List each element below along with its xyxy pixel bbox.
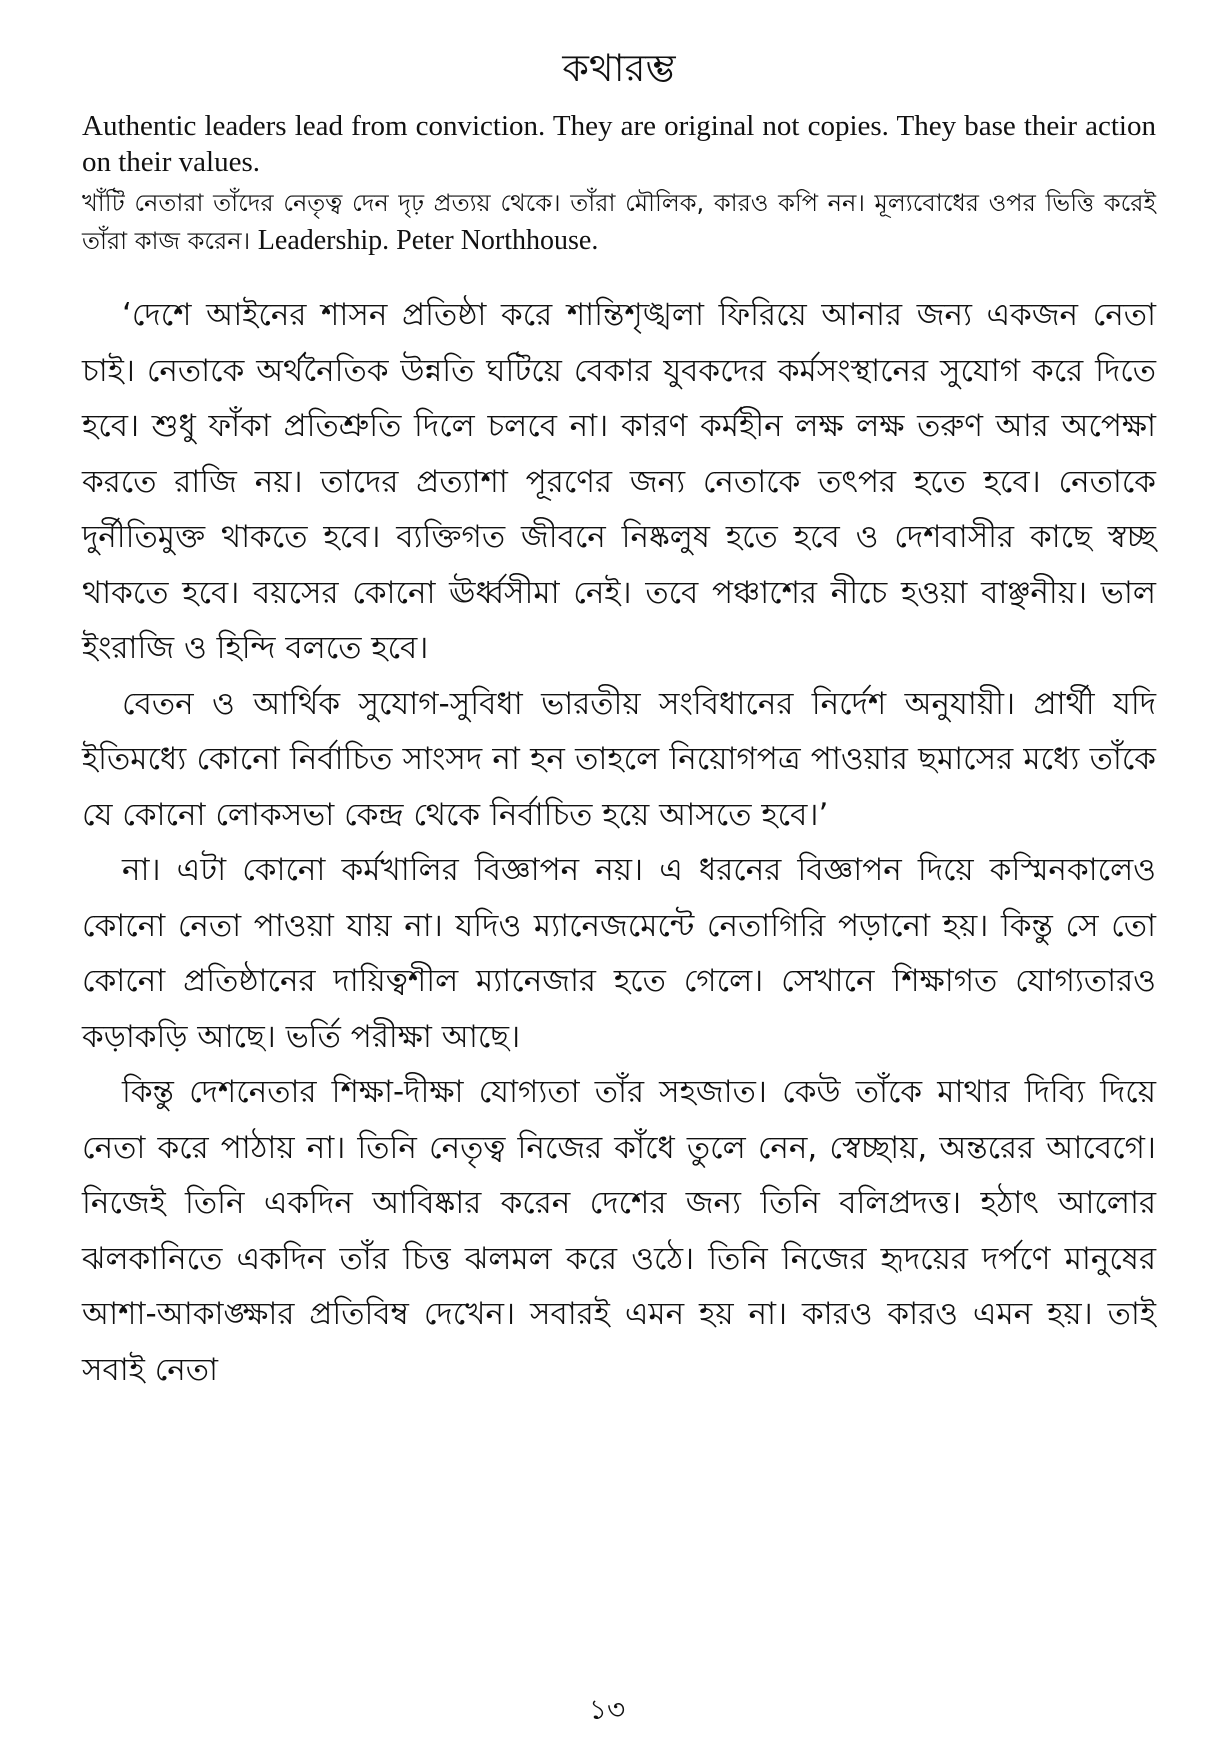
paragraph-4: কিন্তু দেশনেতার শিক্ষা-দীক্ষা যোগ্যতা তাঁর সহজাত। কেউ তাঁকে মাথার দিব্যি দিয়ে নেতা করে পাঠায় না। তিনি নেতৃত্ব নিজের কাঁধে তুলে নেন, স্বেচ্ছায়, অন্তরের আবেগে। নিজেই তিনি একদিন আবিষ্কার করেন দেশের জন্য তিনি বলিপ্রদত্ত। হঠাৎ আলোর ঝলকানিতে একদিন তাঁর চিত্ত ঝলমল করে ওঠে। তিনি নিজের হৃদয়ের দর্পণে মানুষের আশা-আকাঙ্ক্ষার প্রতিবিম্ব দেখেন। সবারই এমন হয় না। কারও কারও এমন হয়। তাই সবাই নেতা: [82, 1074, 1156, 1388]
epigraph: [82, 108, 1156, 260]
epigraph-bengali: [82, 184, 1156, 260]
page-number: ১৩: [588, 1693, 626, 1726]
paragraph-3: না। এটা কোনো কর্মখালির বিজ্ঞাপন নয়। এ ধরনের বিজ্ঞাপন দিয়ে কস্মিনকালেও কোনো নেতা পাওয়া যায় না। যদিও ম্যানেজমেন্টে নেতাগিরি পড়ানো হয়। কিন্তু সে তো কোনো প্রতিষ্ঠানের দায়িত্বশীল ম্যানেজার হতে গেলে। সেখানে শিক্ষাগত যোগ্যতারও কড়াকড়ি আছে। ভর্তি পরীক্ষা আছে।: [82, 852, 1156, 1055]
epigraph-english: Authentic leaders lead from conviction. They are original not copies. They base their action on their values.: [82, 110, 1156, 178]
body-text: [82, 288, 1156, 1398]
epigraph-bengali-text: খাঁটি নেতারা তাঁদের নেতৃত্ব দেন দৃঢ় প্রত্যয় থেকে। তাঁরা মৌলিক, কারও কপি নন। মূল্যবোধের ওপর ভিত্তি করেই তাঁরা কাজ করেন।: [82, 189, 1156, 255]
paragraph-1: ‘দেশে আইনের শাসন প্রতিষ্ঠা করে শান্তিশৃঙ্খলা ফিরিয়ে আনার জন্য একজন নেতা চাই। নেতাকে অর্থনৈতিক উন্নতি ঘটিয়ে বেকার যুবকদের কর্মসংস্থানের সুযোগ করে দিতে হবে। শুধু ফাঁকা প্রতিশ্রুতি দিলে চলবে না। কারণ কর্মহীন লক্ষ লক্ষ তরুণ আর অপেক্ষা করতে রাজি নয়। তাদের প্রত্যাশা পূরণের জন্য নেতাকে তৎপর হতে হবে। নেতাকে দুর্নীতিমুক্ত থাকতে হবে। ব্যক্তিগত জীবনে নিষ্কলুষ হতে হবে ও দেশবাসীর কাছে স্বচ্ছ থাকতে হবে। বয়সের কোনো ঊর্ধ্বসীমা নেই। তবে পঞ্চাশের নীচে হওয়া বাঞ্ছনীয়। ভাল ইংরাজি ও হিন্দি বলতে হবে।: [82, 297, 1156, 666]
page-title: কথারম্ভ: [562, 46, 676, 90]
epigraph-source: Leadership. Peter Northhouse.: [257, 225, 599, 256]
paragraph-2: বেতন ও আর্থিক সুযোগ-সুবিধা ভারতীয় সংবিধানের নির্দেশ অনুযায়ী। প্রার্থী যদি ইতিমধ্যে কোনো নির্বাচিত সাংসদ না হন তাহলে নিয়োগপত্র পাওয়ার ছমাসের মধ্যে তাঁকে যে কোনো লোকসভা কেন্দ্র থেকে নির্বাচিত হয়ে আসতে হবে।’: [82, 685, 1156, 833]
